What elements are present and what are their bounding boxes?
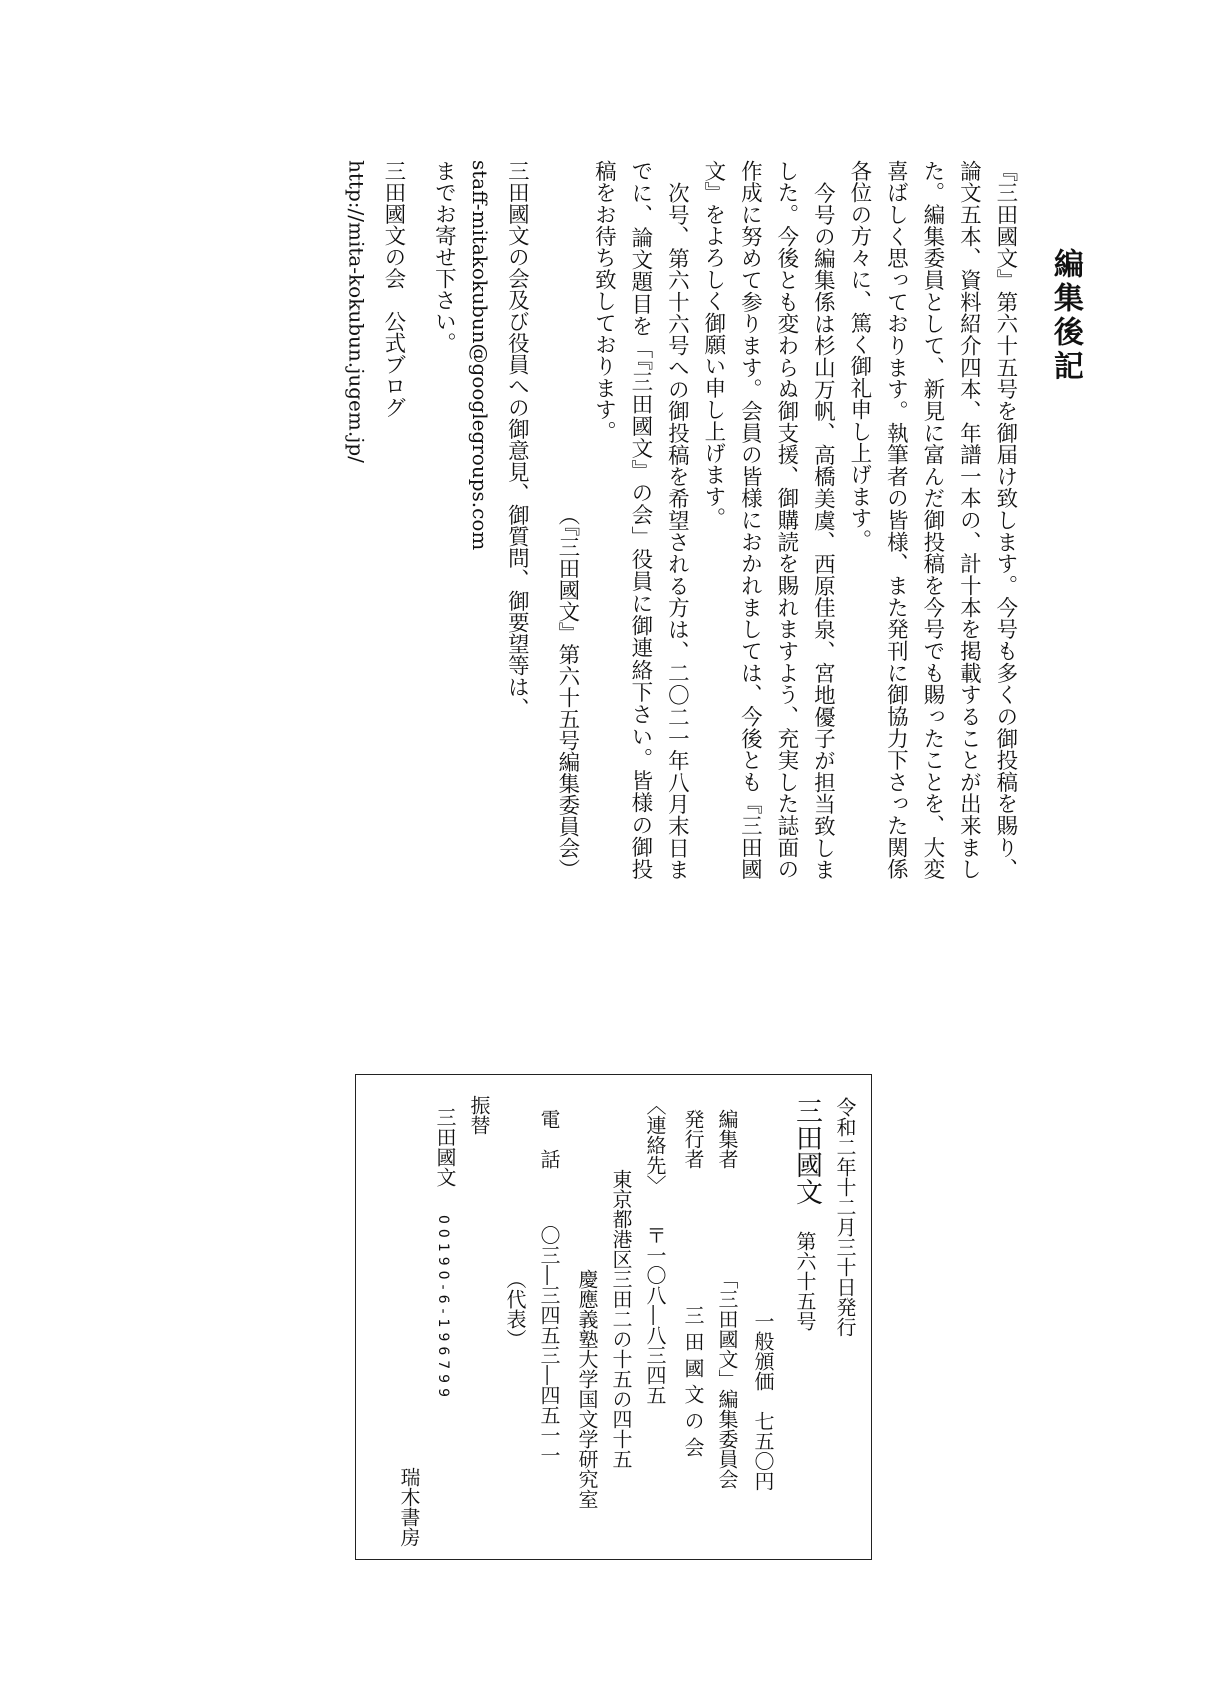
colophon-contact-label: 〈連絡先〉 (643, 1095, 667, 1195)
editors-postscript (338, 160, 1105, 880)
contact-suffix: までお寄せ下さい。 (431, 160, 457, 354)
colophon-postal-code: 〒一〇八―八三四五 (643, 1225, 667, 1405)
colophon-account-name: 三田國文 (433, 1107, 457, 1187)
colophon-issue: 第六十五号 (793, 1231, 817, 1331)
colophon-price: 一般頒価 七五〇円 (751, 1311, 775, 1491)
colophon-phone-number[interactable]: 〇三―三四五三―四五一一 (537, 1225, 561, 1465)
colophon-phone-note: （代表） (503, 1269, 527, 1349)
colophon-editor: 「三田國文」編集委員会 (715, 1269, 739, 1489)
colophon-address-line-2: 慶應義塾大学国文学研究室 (575, 1269, 599, 1509)
postscript-signature: （『三田國文』第六十五号編集委員会） (554, 503, 580, 880)
postscript-paragraph-1: 『三田國文』第六十五号を御届け致します。今号も多くの御投稿を賜り、論文五本、資料紹介四本、年譜一本の、計十本を掲載することが出来ました。編集委員として、新見に富んだ御投稿を今号でも賜ったことを、大変喜ばしく思っております。執筆者の皆様、また発刊に御協力下さった関係各位の方々に、篤く御礼申し上げます。 (846, 160, 1018, 880)
colophon-journal-title: 三田國文 (791, 1097, 822, 1205)
colophon-publisher-label: 発行者 (681, 1109, 705, 1169)
contact-email[interactable]: staff-mitakokubun@googlegroups.com (467, 160, 492, 551)
contact-text: 三田國文の会及び役員への御意見、御質問、御要望等は、 (504, 160, 530, 719)
postscript-title: 編集後記 (1047, 248, 1083, 384)
colophon-publisher: 三 田 國 文 の 会 (681, 1305, 705, 1457)
colophon-phone-label: 電 話 (537, 1109, 561, 1169)
postscript-paragraph-2: 今号の編集係は杉山万帆、高橋美虞、西原佳泉、宮地優子が担当致しました。今後とも変わらぬ御支援、御購読を賜れますよう、充実した誌面の作成に努めて参ります。会員の皆様におかれましては、今後とも『三田國文』をよろしく御願い申し上げます。 (700, 160, 836, 880)
colophon-printer: 瑞木書房 (397, 1467, 421, 1547)
postscript-gap-2 (411, 160, 425, 170)
colophon-date: 令和二年十二月三十日発行 (833, 1097, 857, 1337)
blog-label: 三田國文の会 公式ブログ (380, 160, 406, 418)
blog-url[interactable]: http://mita-kokubun.jugem.jp/ (344, 160, 369, 463)
colophon-address-line-1: 東京都港区三田二の十五の四十五 (609, 1169, 633, 1469)
colophon-editor-label: 編集者 (715, 1109, 739, 1169)
colophon-account-number: 00190-6-196799 (435, 1215, 451, 1402)
postscript-gap (534, 160, 548, 170)
colophon-box (355, 1074, 872, 1560)
colophon-transfer-label: 振替 (467, 1095, 491, 1135)
postscript-paragraph-3: 次号、第六十六号への御投稿を希望される方は、二〇二一年八月末日までに、論文題目を「『三田國文』の会」役員に御連絡下さい。皆様の御投稿をお待ち致しております。 (591, 160, 690, 880)
